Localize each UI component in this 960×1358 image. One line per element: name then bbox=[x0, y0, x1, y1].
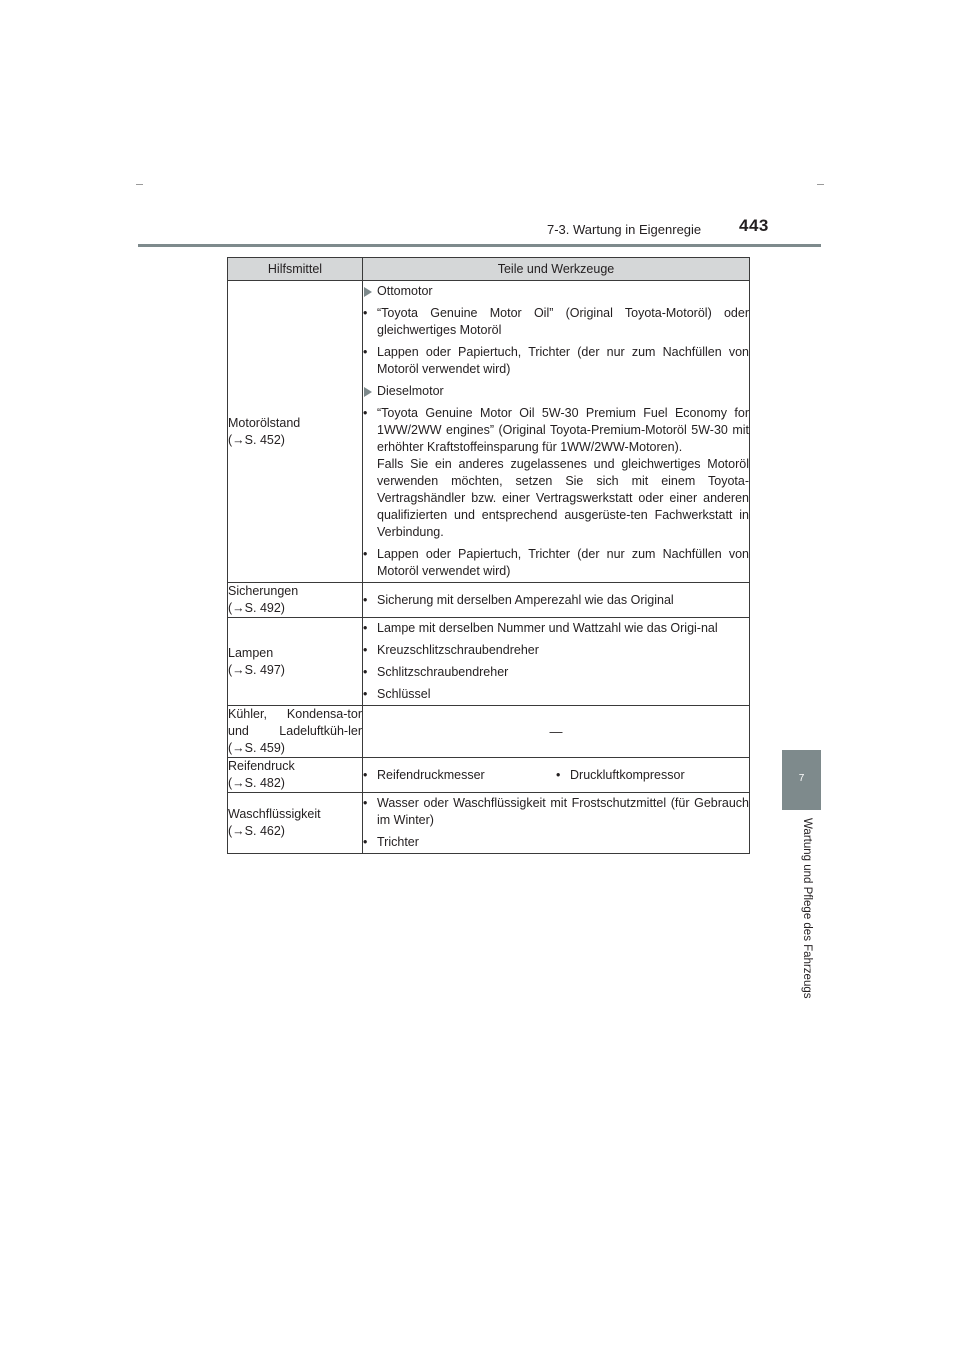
table-row bbox=[228, 758, 750, 793]
row-item: Kühler, Kondensa-tor und Ladeluftküh-ler (→S. 459) bbox=[228, 707, 362, 755]
row-label-cell bbox=[228, 281, 363, 583]
page-reference: (→S. 497) bbox=[228, 662, 285, 677]
column-header-tools: Hilfsmittel bbox=[228, 258, 363, 281]
list-item: • Lappen oder Papiertuch, Trichter (der nur zum Nachfüllen von Motoröl verwendet wird) bbox=[363, 344, 749, 378]
no-tools-dash: — bbox=[549, 723, 563, 739]
row-label-cell bbox=[228, 583, 363, 618]
diesel-oil-note: Falls Sie ein anderes zugelassenes und gleichwertiges Motoröl verwenden möchten, setzen Sie sich mit einem Toyota-Vertragshändler bzw. einer Vertragswerkstatt oder einer anderen qualifizierten und entsprechend ausgerüste-ten Fachwerkstatt in Verbindung. bbox=[377, 457, 749, 539]
table-header-row bbox=[228, 258, 750, 281]
row-item: Lampen bbox=[228, 645, 274, 660]
page-reference: (→S. 492) bbox=[228, 601, 285, 615]
list-item: • Lappen oder Papiertuch, Trichter (der nur zum Nachfüllen von Motoröl verwendet wird) bbox=[363, 546, 749, 580]
row-item: Sicherungen bbox=[228, 584, 299, 598]
crop-mark-left bbox=[136, 184, 143, 185]
table-row bbox=[228, 793, 750, 854]
list-item: • Lampe mit derselben Nummer und Wattzahl wie das Origi-nal bbox=[363, 620, 749, 637]
diesel-oil-text: • “Toyota Genuine Motor Oil 5W-30 Premium Fuel Economy for 1WW/2WW engines” (Original Toyota-Premium-Motoröl 5W-30 mit erhöhter Kraftstoffeinsparung für 1WW/2WW-Motoren). bbox=[377, 406, 749, 454]
engine-heading: Ottomotor bbox=[363, 283, 749, 300]
row-item: Reifendruck bbox=[228, 759, 295, 773]
table-row bbox=[228, 583, 750, 618]
table-row bbox=[228, 706, 750, 758]
list-item: • “Toyota Genuine Motor Oil” (Original Toyota-Motoröl) oder gleichwertiges Motoröl bbox=[363, 305, 749, 339]
chapter-title: Wartung und Pflege des Fahrzeugs bbox=[801, 818, 813, 999]
table-row bbox=[228, 281, 750, 583]
list-item: • Druckluftkompressor bbox=[556, 767, 749, 784]
row-label-cell bbox=[228, 618, 363, 706]
list-item: • Sicherung mit derselben Amperezahl wie das Original bbox=[363, 592, 749, 609]
list-item: • Schlitzschraubendreher bbox=[363, 664, 749, 681]
row-parts-cell bbox=[363, 793, 750, 854]
two-column-list bbox=[363, 767, 749, 784]
header-rule bbox=[138, 244, 821, 247]
list-item bbox=[363, 405, 749, 541]
tools-table bbox=[227, 257, 750, 854]
row-label-cell bbox=[228, 758, 363, 793]
row-parts-cell bbox=[363, 618, 750, 706]
page-reference: (→S. 482) bbox=[228, 776, 285, 790]
column-header-parts: Teile und Werkzeuge bbox=[363, 258, 750, 281]
engine-heading: Dieselmotor bbox=[363, 383, 749, 400]
row-label-cell bbox=[228, 706, 363, 758]
row-parts-cell bbox=[363, 583, 750, 618]
row-label-cell bbox=[228, 793, 363, 854]
list-item: • Wasser oder Waschflüssigkeit mit Frostschutzmittel (für Gebrauch im Winter) bbox=[363, 795, 749, 829]
page-number: 443 bbox=[739, 216, 769, 235]
section-title: 7-3. Wartung in Eigenregie bbox=[547, 222, 702, 237]
page-reference: (→S. 462) bbox=[228, 824, 285, 838]
row-parts-cell bbox=[363, 281, 750, 583]
list-item: • Reifendruckmesser bbox=[363, 767, 556, 784]
chapter-tab: 7 bbox=[782, 750, 821, 810]
page-reference: (→S. 452) bbox=[228, 432, 285, 447]
list-item: • Trichter bbox=[363, 834, 749, 851]
list-item: • Kreuzschlitzschraubendreher bbox=[363, 642, 749, 659]
row-item: Motorölstand bbox=[228, 415, 301, 430]
table-row bbox=[228, 618, 750, 706]
row-parts-cell bbox=[363, 706, 750, 758]
crop-mark-right bbox=[817, 184, 824, 185]
row-item: Waschflüssigkeit bbox=[228, 807, 321, 821]
row-parts-cell bbox=[363, 758, 750, 793]
list-item: • Schlüssel bbox=[363, 686, 749, 703]
